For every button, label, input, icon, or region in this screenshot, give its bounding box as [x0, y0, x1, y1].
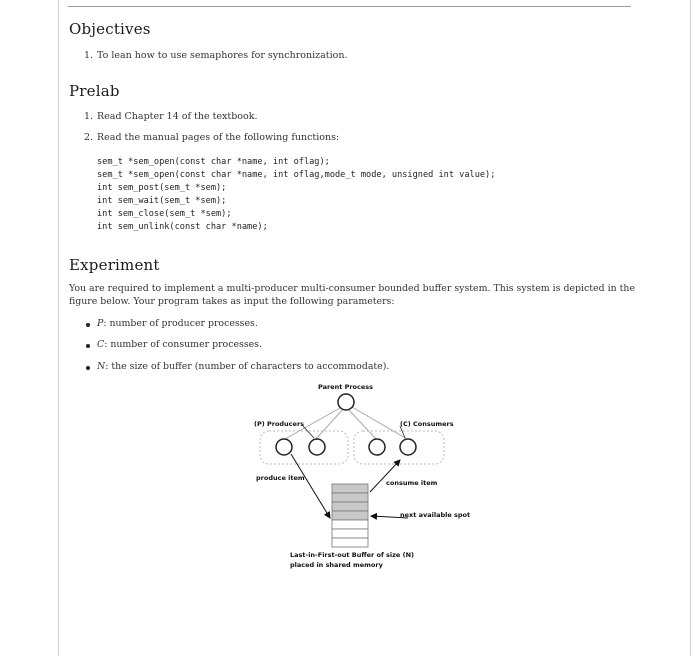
code-line: int sem_wait(sem_t *sem); [97, 196, 227, 206]
buffer-slot-filled [332, 502, 368, 511]
producers-group [260, 431, 348, 464]
tree-edge [352, 407, 407, 439]
objectives-item-number: 1. [84, 50, 94, 61]
buffer-slot-empty [332, 520, 368, 529]
prelab-item-text: Read the manual pages of the following functions: [97, 132, 340, 143]
producer-node [276, 439, 292, 455]
bullet-dot [86, 366, 90, 370]
bullet-producers [97, 318, 258, 329]
bullet-text: : number of consumer processes. [104, 339, 262, 350]
prelab-heading: Prelab [69, 82, 120, 100]
page-border-right [690, 0, 691, 656]
prelab-item-number: 1. [84, 111, 94, 122]
consume-item-label: consume item [386, 479, 438, 487]
buffer-slot-filled [332, 493, 368, 502]
prelab-item-number: 2. [84, 132, 94, 143]
code-line: int sem_unlink(const char *name); [97, 222, 268, 232]
producers-pointer [303, 426, 314, 438]
producer-consumer-diagram [248, 380, 488, 575]
objectives-item-text: To lean how to use semaphores for synchronization. [97, 50, 348, 61]
code-line: int sem_close(sem_t *sem); [97, 209, 232, 219]
code-line: int sem_post(sem_t *sem); [97, 183, 227, 193]
bullet-text: : the size of buffer (number of characters to accommodate). [105, 361, 390, 372]
buffer-caption-line2: placed in shared memory [290, 561, 383, 569]
buffer-slot-filled [332, 511, 368, 520]
consumer-node [369, 439, 385, 455]
code-line: sem_t *sem_open(const char *name, int oflag,mode_t mode, unsigned int value); [97, 170, 496, 180]
experiment-paragraph: You are required to implement a multi-producer multi-consumer bounded buffer system. This system is depicted in the figure below. Your program takes as input the following parameters: [69, 283, 635, 307]
bullet-var: N [97, 361, 106, 372]
code-line: sem_t *sem_open(const char *name, int oflag); [97, 157, 330, 167]
bullet-text: : number of producer processes. [103, 318, 258, 329]
consumers-label: (C) Consumers [400, 420, 454, 428]
consumers-group [354, 431, 444, 464]
producers-label: (P) Producers [254, 420, 305, 428]
buffer-caption-line1: Last-in-First-out Buffer of size (N) [290, 551, 414, 559]
tree-edge [348, 409, 376, 439]
lifo-buffer [332, 484, 368, 547]
bullet-var: P [97, 318, 104, 329]
objectives-heading: Objectives [69, 20, 151, 38]
consumer-node [400, 439, 416, 455]
next-available-spot-label: next available spot [400, 511, 471, 519]
page-border-left [58, 0, 59, 656]
bullet-dot [86, 323, 90, 327]
top-rule [68, 6, 631, 7]
experiment-heading: Experiment [69, 256, 160, 274]
buffer-slot-empty [332, 538, 368, 547]
bullet-var: C [97, 339, 105, 350]
bullet-consumers [97, 339, 262, 350]
buffer-slot-empty [332, 529, 368, 538]
bullet-buffer-size [97, 361, 389, 372]
prelab-item-text: Read Chapter 14 of the textbook. [97, 111, 258, 122]
produce-item-label: produce item [256, 474, 305, 482]
buffer-slot-filled [332, 484, 368, 493]
bullet-dot [86, 344, 90, 348]
producer-node [309, 439, 325, 455]
consume-arrow [370, 460, 400, 492]
parent-process-label: Parent Process [318, 383, 374, 391]
parent-process-node [338, 394, 354, 410]
